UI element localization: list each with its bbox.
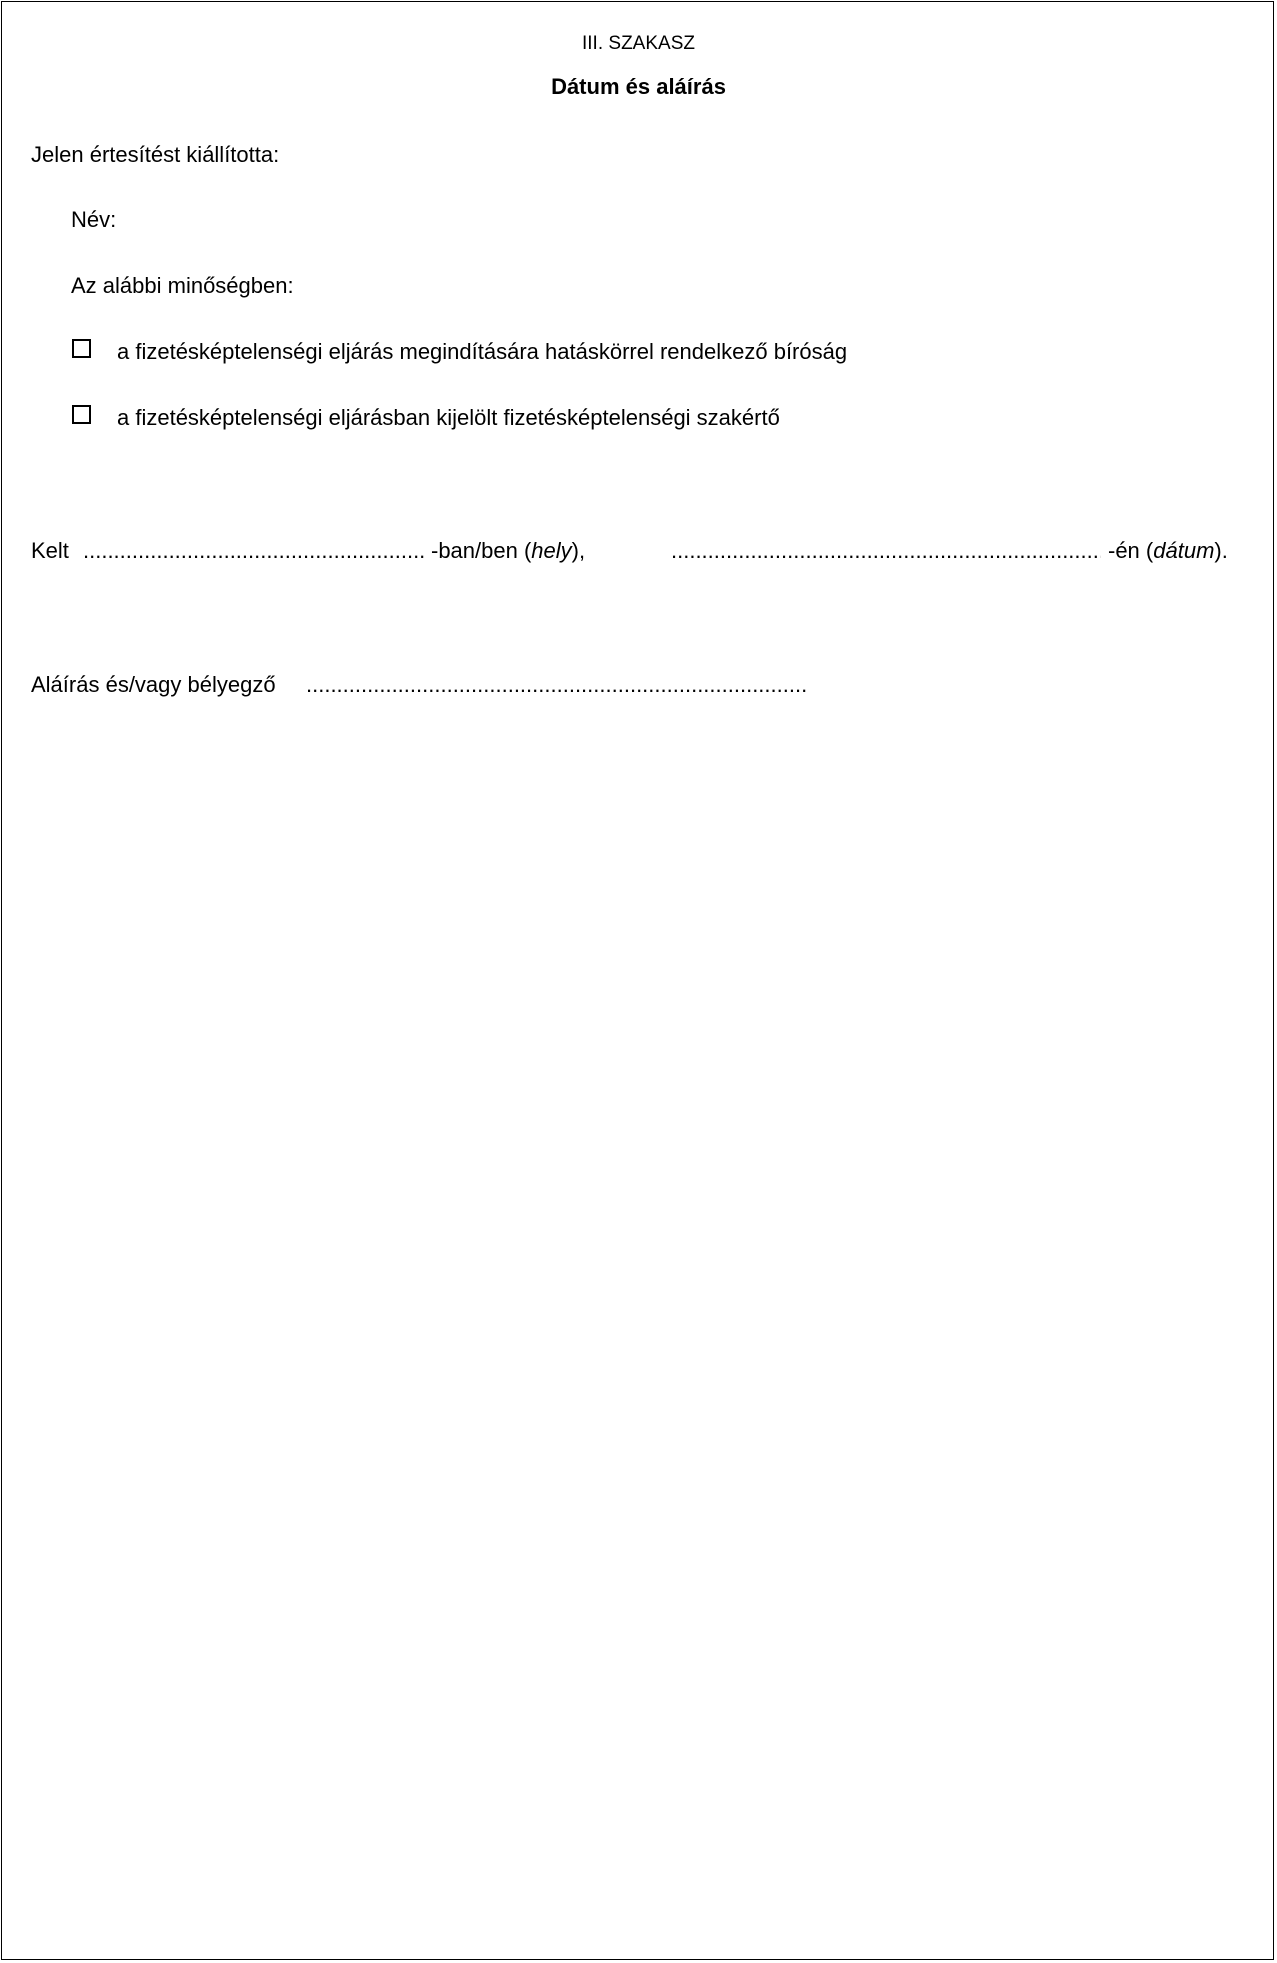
place-field[interactable] — [83, 538, 427, 564]
date-field[interactable] — [671, 538, 1101, 564]
name-label: Név: — [71, 207, 117, 232]
date-suffix-after: ). — [1214, 538, 1228, 563]
section-title: Dátum és aláírás — [551, 74, 726, 99]
expert-option-label: a fizetésképtelenségi eljárásban kijelölt fizetésképtelenségi szakértő — [117, 405, 780, 430]
court-option-label: a fizetésképtelenségi eljárás megindítására hatáskörrel rendelkező bíróság — [117, 339, 848, 364]
signature-field[interactable] — [306, 672, 806, 698]
court-checkbox[interactable] — [72, 339, 91, 358]
date-suffix-before: -én ( — [1108, 538, 1154, 563]
capacity-label: Az alábbi minőségben: — [71, 273, 294, 298]
signature-label: Aláírás és/vagy bélyegző — [31, 672, 276, 697]
issuer-intro: Jelen értesítést kiállította: — [31, 142, 280, 167]
place-suffix-after: ), — [571, 538, 586, 563]
date-word: dátum — [1153, 538, 1215, 563]
expert-checkbox[interactable] — [72, 405, 91, 424]
dated-prefix: Kelt — [31, 538, 69, 563]
section-label: III. SZAKASZ — [582, 33, 695, 54]
place-suffix-before: -ban/ben ( — [431, 538, 532, 563]
place-word: hely — [531, 538, 572, 563]
date-suffix — [1108, 538, 1228, 564]
place-suffix — [431, 538, 585, 564]
